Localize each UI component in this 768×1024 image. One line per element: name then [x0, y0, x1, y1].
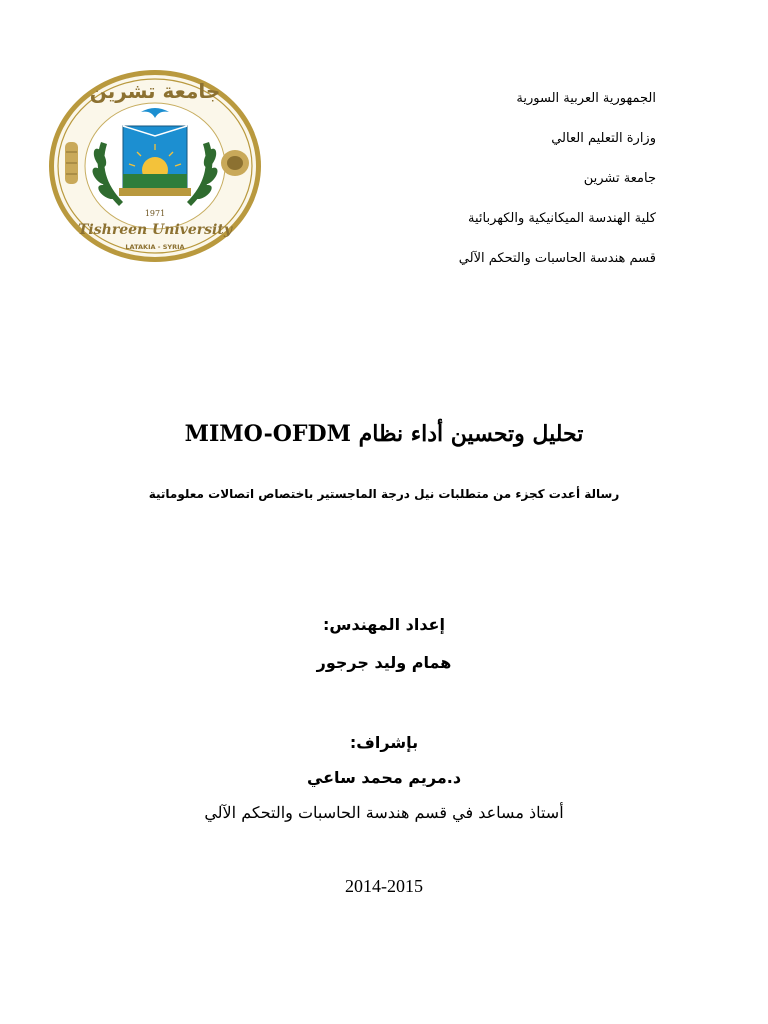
- ministry-line: وزارة التعليم العالي: [551, 131, 656, 146]
- supervisor-title: أستاذ مساعد في قسم هندسة الحاسبات والتحكم الآلي: [204, 803, 564, 822]
- author-name: همام وليد جرجور: [316, 653, 452, 672]
- faculty-line: كلية الهندسة الميكانيكية والكهربائية: [467, 211, 656, 226]
- seal-arabic-name: جامعة تشرين: [89, 79, 221, 103]
- thesis-title: تحليل وتحسين أداء نظام MIMO-OFDM: [184, 421, 584, 447]
- thesis-subtitle: رسالة أعدت كجزء من متطلبات نيل درجة الماجستير باختصاص اتصالات معلوماتية: [148, 487, 620, 501]
- department-line: قسم هندسة الحاسبات والتحكم الآلي: [458, 251, 656, 266]
- supervisor-name: د.مريم محمد ساعي: [306, 768, 462, 787]
- institution-block: [459, 88, 656, 270]
- supervisor-label: بإشراف:: [349, 733, 419, 752]
- seal-english-name: Tishreen University: [78, 222, 232, 238]
- seal-location-text: LATAKIA - SYRIA: [125, 243, 185, 251]
- university-line: جامعة تشرين: [583, 171, 656, 186]
- tishreen-university-seal: [45, 66, 265, 266]
- academic-year: 2014-2015: [345, 876, 423, 896]
- country-line: الجمهورية العربية السورية: [516, 91, 656, 106]
- author-label: إعداد المهندس:: [323, 615, 445, 634]
- seal-year-text: 1971: [144, 209, 166, 218]
